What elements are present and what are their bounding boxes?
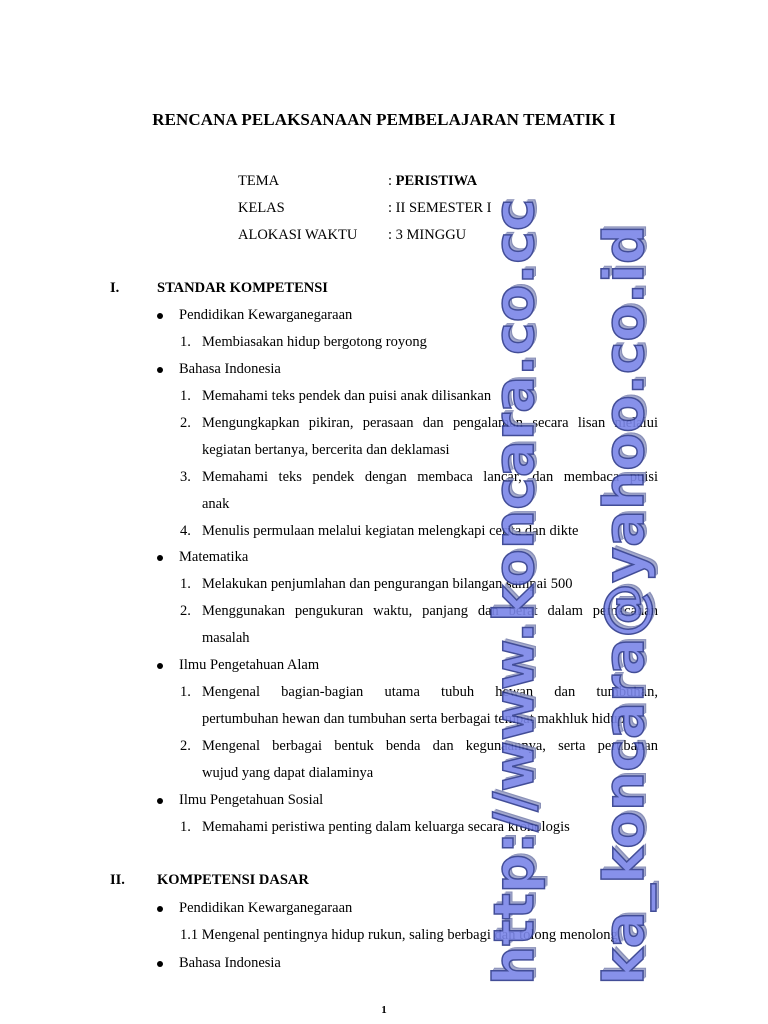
subject-label: Pendidikan Kewarganegaraan bbox=[179, 307, 353, 323]
meta-value: : PERISTIWA bbox=[388, 173, 478, 189]
subject-label: Pendidikan Kewarganegaraan bbox=[179, 900, 353, 916]
list-item: 1.1 Mengenal pentingnya hidup rukun, saling berbagi dan tolong menolong bbox=[180, 927, 618, 943]
meta-value: : II SEMESTER I bbox=[388, 200, 492, 216]
bullet-dot bbox=[157, 313, 163, 319]
watermark-email: ka_koncara@yahoo.co.id bbox=[592, 224, 656, 985]
section-title: KOMPETENSI DASAR bbox=[157, 872, 309, 888]
watermark-url: http://www.koncara.co.cc bbox=[482, 198, 546, 985]
page-number: 1 bbox=[381, 1004, 387, 1016]
meta-label: KELAS bbox=[238, 200, 285, 216]
list-item-continuation: kegiatan bertanya, bercerita dan deklamasi bbox=[202, 442, 450, 458]
section-title: STANDAR KOMPETENSI bbox=[157, 280, 328, 296]
list-item-continuation: masalah bbox=[202, 630, 250, 646]
document-page: RENCANA PELAKSANAAN PEMBELAJARAN TEMATIK I TEMA : PERISTIWA KELAS : II SEMESTER I ALOKASI WAKTU : 3 MINGGU I. STANDAR KOMPETENSI Pendidikan Kewarganegaraan 1. Membiasakan hidup bergotong royong Bahasa Indonesia 1. Memahami teks pendek dan puisi anak dilisankan 2. Mengungkapkan pikiran, perasaan dan pengalaman secara lisan melalui kegiatan bertanya, bercerita dan deklamasi 3. Memahami teks pendek dengan membaca lancar, dan membaca puisi anak 4. Menulis permulaan melalui kegiatan melengkapi cerita dan dikte Matematika 1. Melakukan penjumlahan dan pengurangan bilangan sampai 500 2. Menggunakan pengukuran waktu, panjang dan berat dalam pemecahan masalah Ilmu Pengetahuan Alam 1. Mengenal bagian-bagian utama tubuh hewan dan tumbuhan, pertumbuhan hewan dan tumbuhan serta berbagai tempat makhluk hidup 2. Mengenal berbagai bentuk benda dan kegunaannya, serta perubahan wujud yang dapat dialaminya Ilmu Pengetahuan Sosial 1. Memahami peristiwa penting dalam keluarga secara kronologis II. KOMPETENSI DASAR Pendidikan Kewarganegaraan 1.1 Mengenal pentingnya hidup rukun, saling berbagi dan tolong menolong Bahasa Indonesia 1 http://www.koncara.co.cc ka_koncara@yahoo.co.id bbox=[0, 0, 768, 1024]
meta-label: ALOKASI WAKTU bbox=[238, 227, 358, 243]
section-number: I. bbox=[110, 280, 120, 296]
subject-label: Bahasa Indonesia bbox=[179, 955, 281, 971]
meta-label: TEMA bbox=[238, 173, 280, 189]
bullet-dot bbox=[157, 663, 163, 669]
bullet-dot bbox=[157, 555, 163, 561]
subject-label: Ilmu Pengetahuan Alam bbox=[179, 657, 320, 673]
bullet-dot bbox=[157, 367, 163, 373]
subject-label: Ilmu Pengetahuan Sosial bbox=[179, 792, 324, 808]
bullet-dot bbox=[157, 906, 163, 912]
list-item-continuation: anak bbox=[202, 496, 230, 512]
subject-label: Matematika bbox=[179, 549, 249, 565]
list-item-continuation: pertumbuhan hewan dan tumbuhan serta berbagai tempat makhluk hidup bbox=[202, 711, 625, 727]
bullet-dot bbox=[157, 798, 163, 804]
bullet-dot bbox=[157, 961, 163, 967]
subject-label: Bahasa Indonesia bbox=[179, 361, 281, 377]
section-number: II. bbox=[110, 872, 125, 888]
document-title: RENCANA PELAKSANAAN PEMBELAJARAN TEMATIK I bbox=[152, 110, 616, 129]
list-item-continuation: wujud yang dapat dialaminya bbox=[202, 765, 374, 781]
meta-value: : 3 MINGGU bbox=[388, 227, 467, 243]
